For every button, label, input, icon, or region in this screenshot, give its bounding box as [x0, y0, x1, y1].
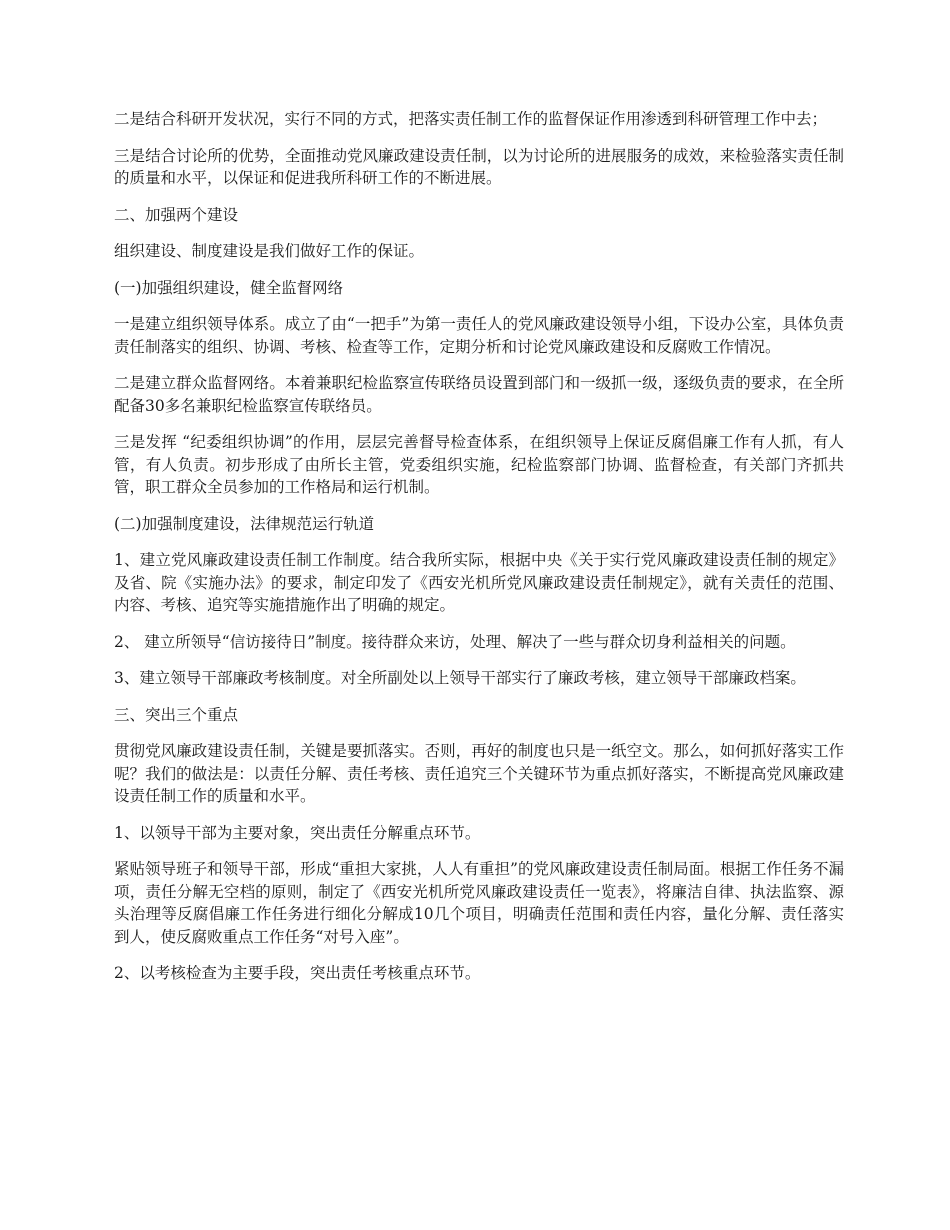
paragraph: 二是结合科研开发状况，实行不同的方式，把落实责任制工作的监督保证作用渗透到科研管理工作中去； [114, 110, 828, 128]
subsection-heading: (一)加强组织建设，健全监督网络 [114, 278, 344, 297]
paragraph: 3、建立领导干部廉政考核制度。对全所副处以上领导干部实行了廉政考核，建立领导干部廉政档案。 [114, 669, 806, 687]
section-heading: 三、突出三个重点 [114, 705, 239, 724]
section-heading: 二、加强两个建设 [114, 205, 239, 224]
paragraph: 贯彻党风廉政建设责任制，关键是要抓落实。否则，再好的制度也只是一纸空文。那么，如何抓好落实工作呢？我们的做法是：以责任分解、责任考核、责任追究三个关键环节为重点抓好落实，不断提高党风廉政建设责任制工作的质量和水平。 [114, 742, 844, 805]
paragraph: 一是建立组织领导体系。成立了由“一把手”为第一责任人的党风廉政建设领导小组，下设办公室，具体负责责任制落实的组织、协调、考核、检查等工作，定期分析和讨论党风廉政建设和反腐败工作情况。 [114, 315, 844, 356]
paragraph: 三是结合讨论所的优势，全面推动党风廉政建设责任制，以为讨论所的进展服务的成效，来检验落实责任制的质量和水平，以保证和促进我所科研工作的不断进展。 [114, 146, 844, 187]
paragraph: 2、 建立所领导“信访接待日”制度。接待群众来访，处理、解决了一些与群众切身利益相关的问题。 [114, 632, 796, 651]
paragraph: 紧贴领导班子和领导干部，形成“重担大家挑，人人有重担”的党风廉政建设责任制局面。根据工作任务不漏项，责任分解无空档的原则，制定了《西安光机所党风廉政建设责任一览表》，将廉洁自律、执法监察、源头治理等反腐倡廉工作任务进行细化分解成10几个项目，明确责任范围和责任内容，量化分解、责任落实到人，使反腐败重点工作任务“对号入座”。 [114, 860, 844, 946]
paragraph: 三是发挥 “纪委组织协调”的作用，层层完善督导检查体系，在组织领导上保证反腐倡廉工作有人抓，有人管，有人负责。初步形成了由所长主管，党委组织实施，纪检监察部门协调、监督检查，有关部门齐抓共管，职工群众全员参加的工作格局和运行机制。 [114, 433, 844, 496]
paragraph: 1、以领导干部为主要对象，突出责任分解重点环节。 [114, 823, 481, 842]
paragraph: 2、以考核检查为主要手段，突出责任考核重点环节。 [114, 964, 481, 982]
paragraph: 组织建设、制度建设是我们做好工作的保证。 [114, 242, 425, 260]
paragraph: 1、建立党风廉政建设责任制工作制度。结合我所实际，根据中央《关于实行党风廉政建设责任制的规定》及省、院《实施办法》的要求，制定印发了《西安光机所党风廉政建设责任制规定》，就有关责任的范围、内容、考核、追究等实施措施作出了明确的规定。 [114, 551, 844, 614]
document-body [114, 108, 844, 999]
subsection-heading: (二)加强制度建设，法律规范运行轨道 [114, 514, 375, 533]
paragraph: 二是建立群众监督网络。本着兼职纪检监察宣传联络员设置到部门和一级抓一级，逐级负责的要求，在全所配备30多名兼职纪检监察宣传联络员。 [114, 374, 844, 415]
